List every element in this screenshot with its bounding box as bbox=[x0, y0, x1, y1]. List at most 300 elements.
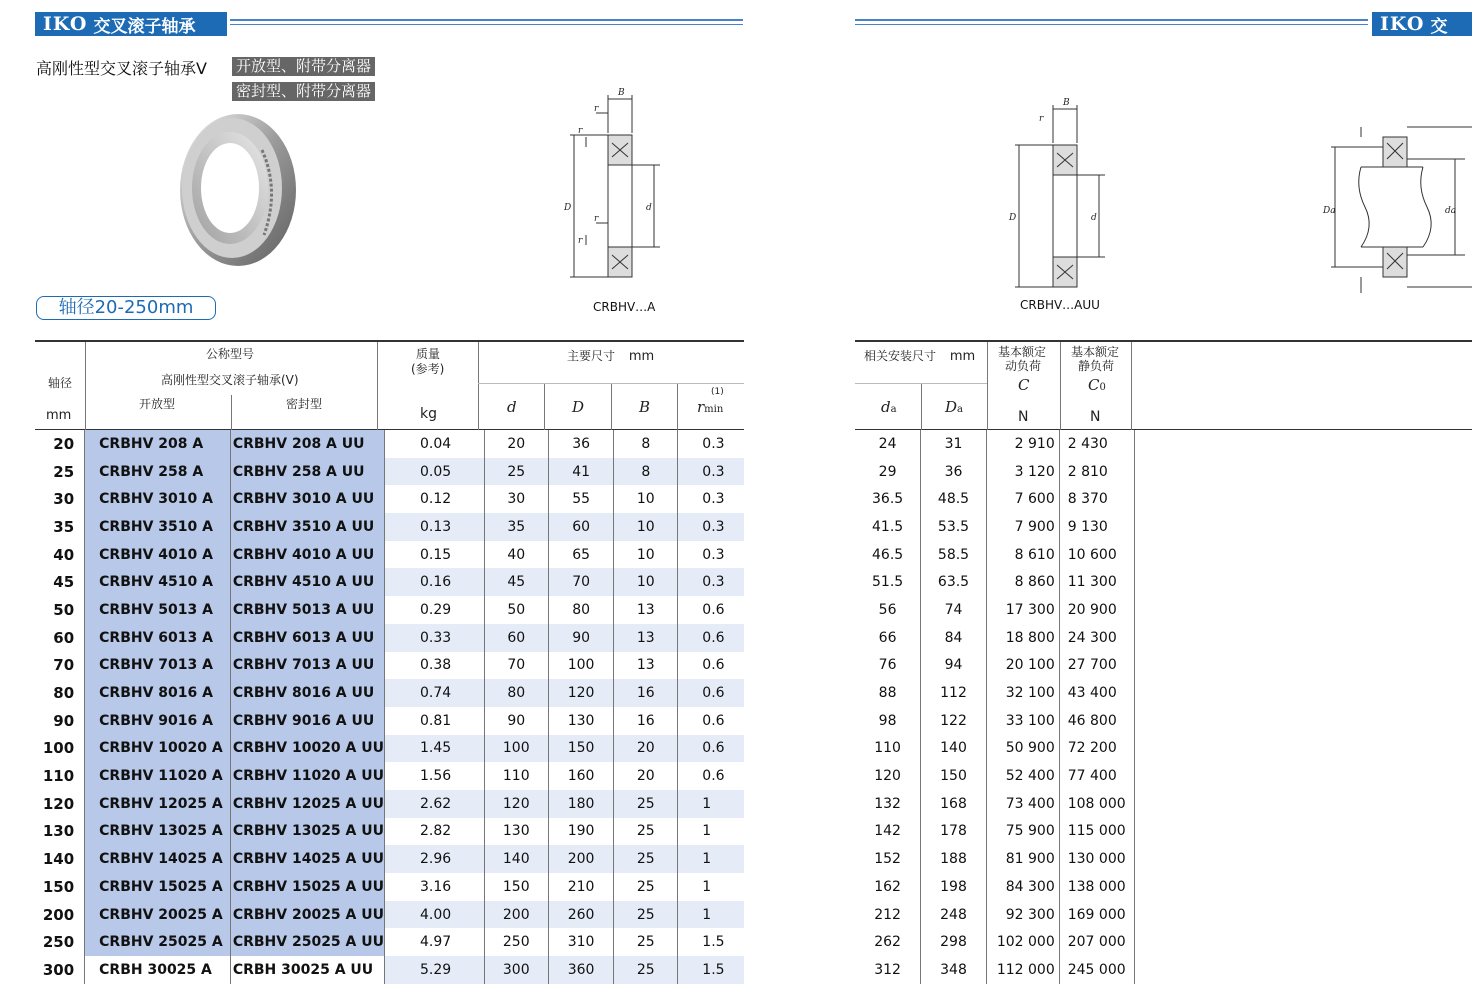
spec-row bbox=[35, 596, 744, 624]
model-sealed-cell: CRBHV 3010 A UU bbox=[230, 485, 384, 513]
model-open-cell: CRBHV 9016 A bbox=[85, 707, 231, 735]
bore-d-cell: 120 bbox=[484, 790, 548, 818]
label-da: da bbox=[1445, 206, 1457, 216]
Da-cell: 198 bbox=[921, 873, 987, 901]
shaft-size-cell: 110 bbox=[35, 762, 85, 790]
model-open-cell: CRBH 30025 A bbox=[85, 956, 231, 984]
rmin-cell: 0.6 bbox=[678, 679, 744, 707]
load-row bbox=[855, 873, 1472, 901]
outer-D-cell: 100 bbox=[548, 652, 613, 680]
rmin-cell: 1 bbox=[678, 790, 744, 818]
load-row bbox=[855, 513, 1472, 541]
hdr-dims-unit: mm bbox=[628, 349, 655, 364]
dynamic-load-cell: 112 000 bbox=[986, 956, 1059, 984]
hdr-shaft-unit: mm bbox=[46, 408, 72, 423]
bore-d-cell: 140 bbox=[484, 845, 548, 873]
outer-D-cell: 55 bbox=[548, 485, 613, 513]
outer-D-cell: 120 bbox=[548, 679, 613, 707]
rmin-cell: 0.3 bbox=[678, 568, 744, 596]
hdr-col-r-note: (1) bbox=[711, 387, 724, 397]
blank-cell bbox=[1134, 956, 1472, 984]
blank-cell bbox=[1134, 596, 1472, 624]
shaft-size-cell: 90 bbox=[35, 707, 85, 735]
width-B-cell: 13 bbox=[614, 624, 678, 652]
rhdr-div-2 bbox=[987, 342, 988, 430]
outer-D-cell: 60 bbox=[548, 513, 613, 541]
load-row bbox=[855, 679, 1472, 707]
rhdr-Da bbox=[945, 398, 963, 416]
outer-D-cell: 41 bbox=[548, 458, 613, 486]
spec-row bbox=[35, 652, 744, 680]
model-sealed-cell: CRBHV 12025 A UU bbox=[230, 790, 384, 818]
blank-cell bbox=[1134, 485, 1472, 513]
iko-logo: IKO bbox=[43, 13, 88, 35]
bore-d-cell: 300 bbox=[484, 956, 548, 984]
shaft-size-cell: 140 bbox=[35, 845, 85, 873]
rmin-cell: 0.3 bbox=[702, 546, 725, 563]
outer-D-cell: 90 bbox=[548, 624, 613, 652]
mass-cell: 1.56 bbox=[385, 762, 485, 790]
model-open-cell: CRBHV 258 A bbox=[85, 458, 231, 486]
Da-cell: 150 bbox=[921, 762, 987, 790]
static-load-cell: 245 000 bbox=[1059, 956, 1134, 984]
spec-row bbox=[35, 707, 744, 735]
outer-D-cell: 36 bbox=[548, 430, 613, 458]
da-cell: 51.5 bbox=[855, 568, 921, 596]
outer-D-cell: 260 bbox=[548, 901, 613, 929]
hdr-div-4 bbox=[478, 342, 479, 430]
da-cell: 162 bbox=[855, 873, 921, 901]
model-sealed-cell: CRBHV 4510 A UU bbox=[230, 568, 384, 596]
bore-d-cell: 25 bbox=[484, 458, 548, 486]
dynamic-load-cell: 7 600 bbox=[986, 485, 1059, 513]
Da-cell: 63.5 bbox=[921, 568, 987, 596]
model-sealed-cell: CRBHV 3510 A UU bbox=[230, 513, 384, 541]
model-sealed-cell: CRBHV 208 A UU bbox=[230, 430, 384, 458]
da-cell: 120 bbox=[855, 762, 921, 790]
hdr-shaft: 轴径 bbox=[48, 376, 73, 390]
hdr-div-1 bbox=[85, 342, 86, 430]
rmin-cell: 1.5 bbox=[678, 956, 744, 984]
bore-d-cell: 30 bbox=[484, 485, 548, 513]
outer-D-cell: 70 bbox=[548, 568, 613, 596]
mass-cell: 0.05 bbox=[385, 458, 485, 486]
label-Da: Da bbox=[1323, 206, 1336, 216]
model-open-cell: CRBHV 8016 A bbox=[85, 679, 231, 707]
static-load-cell: 8 370 bbox=[1059, 485, 1134, 513]
model-sealed-cell: CRBHV 11020 A UU bbox=[230, 762, 384, 790]
da-cell: 152 bbox=[855, 845, 921, 873]
shaft-size-cell: 100 bbox=[35, 735, 85, 763]
outer-D-cell: 210 bbox=[548, 873, 613, 901]
model-sealed-cell: CRBH 30025 A UU bbox=[230, 956, 384, 984]
rhdr-install-unit: mm bbox=[949, 349, 976, 364]
rhdr-da bbox=[881, 398, 897, 416]
dynamic-load-cell: 84 300 bbox=[986, 873, 1059, 901]
load-row bbox=[855, 845, 1472, 873]
rmin-cell: 1 bbox=[702, 823, 712, 840]
shaft-size-cell: 60 bbox=[35, 624, 85, 652]
rmin-cell: 1.5 bbox=[702, 934, 725, 951]
outer-D-cell: 180 bbox=[548, 790, 613, 818]
spec-row bbox=[35, 430, 744, 458]
left-spec-table bbox=[35, 430, 744, 984]
hdr-div-3 bbox=[377, 342, 378, 430]
model-open-cell: CRBHV 7013 A bbox=[85, 652, 231, 680]
da-cell: 312 bbox=[855, 956, 921, 984]
spec-row bbox=[35, 873, 744, 901]
model-sealed-cell: CRBHV 6013 A UU bbox=[230, 624, 384, 652]
model-open-cell: CRBHV 11020 A bbox=[85, 762, 231, 790]
bore-d-cell: 250 bbox=[484, 928, 548, 956]
Da-cell: 348 bbox=[921, 956, 987, 984]
da-cell: 98 bbox=[855, 707, 921, 735]
width-B-cell: 16 bbox=[614, 679, 678, 707]
mass-cell: 0.33 bbox=[385, 624, 485, 652]
brand-header-right bbox=[1372, 12, 1472, 36]
blank-cell bbox=[1134, 873, 1472, 901]
dynamic-load-cell: 8 610 bbox=[986, 541, 1059, 569]
da-cell: 56 bbox=[855, 596, 921, 624]
model-open-cell: CRBHV 208 A bbox=[85, 430, 231, 458]
right-table-top-rule bbox=[855, 340, 1472, 342]
model-sealed-cell: CRBHV 14025 A UU bbox=[230, 845, 384, 873]
Da-cell: 112 bbox=[921, 679, 987, 707]
static-load-cell: 11 300 bbox=[1059, 568, 1134, 596]
da-cell: 142 bbox=[855, 818, 921, 846]
static-load-cell: 46 800 bbox=[1059, 707, 1134, 735]
model-open-cell: CRBHV 15025 A bbox=[85, 873, 231, 901]
model-open-cell: CRBHV 12025 A bbox=[85, 790, 231, 818]
dynamic-load-cell: 18 800 bbox=[986, 624, 1059, 652]
rmin-cell: 0.3 bbox=[702, 435, 725, 452]
mass-cell: 2.62 bbox=[385, 790, 485, 818]
rmin-cell: 0.3 bbox=[678, 458, 744, 486]
shaft-size-cell: 250 bbox=[35, 928, 85, 956]
width-B-cell: 25 bbox=[614, 818, 678, 846]
model-sealed-cell: CRBHV 9016 A UU bbox=[230, 707, 384, 735]
load-row bbox=[855, 458, 1472, 486]
model-open-cell: CRBHV 25025 A bbox=[85, 928, 231, 956]
right-spec-table bbox=[855, 430, 1472, 984]
static-load-cell: 9 130 bbox=[1059, 513, 1134, 541]
shaft-size-cell: 80 bbox=[35, 679, 85, 707]
bore-d-cell: 110 bbox=[484, 762, 548, 790]
mass-cell: 0.16 bbox=[385, 568, 485, 596]
outer-D-cell: 360 bbox=[548, 956, 613, 984]
spec-row bbox=[35, 928, 744, 956]
blank-cell bbox=[1134, 679, 1472, 707]
da-cell: 46.5 bbox=[855, 541, 921, 569]
hdr-div-5 bbox=[544, 383, 545, 430]
dynamic-load-cell: 7 900 bbox=[986, 513, 1059, 541]
mass-cell: 0.04 bbox=[385, 430, 485, 458]
load-row bbox=[855, 762, 1472, 790]
Da-cell: 298 bbox=[921, 928, 987, 956]
mass-cell: 0.15 bbox=[385, 541, 485, 569]
hdr-col-D: D bbox=[572, 398, 585, 416]
diagram-caption-open: CRBHV…A bbox=[593, 300, 656, 314]
rmin-cell: 0.6 bbox=[702, 712, 725, 729]
spec-row bbox=[35, 762, 744, 790]
model-sealed-cell: CRBHV 13025 A UU bbox=[230, 818, 384, 846]
rhdr-dyn-unit: N bbox=[1018, 409, 1029, 425]
shaft-range-badge bbox=[36, 296, 216, 320]
label-r-right: r bbox=[1039, 114, 1044, 124]
iko-logo-right: IKO bbox=[1380, 13, 1425, 35]
outer-D-cell: 190 bbox=[548, 818, 613, 846]
outer-D-cell: 150 bbox=[548, 735, 613, 763]
blank-cell bbox=[1134, 652, 1472, 680]
model-sealed-cell: CRBHV 7013 A UU bbox=[230, 652, 384, 680]
static-load-cell: 130 000 bbox=[1059, 845, 1134, 873]
outer-D-cell: 80 bbox=[548, 596, 613, 624]
brand-header-left bbox=[35, 12, 227, 36]
width-B-cell: 25 bbox=[614, 956, 678, 984]
rhdr-install-label: 相关安装尺寸 bbox=[864, 349, 937, 363]
model-open-cell: CRBHV 13025 A bbox=[85, 818, 231, 846]
da-cell: 262 bbox=[855, 928, 921, 956]
rhdr-sta-sym bbox=[1088, 376, 1106, 394]
load-row bbox=[855, 430, 1472, 458]
da-cell: 132 bbox=[855, 790, 921, 818]
rhdr-Da-sub: a bbox=[957, 404, 963, 415]
blank-cell bbox=[1134, 707, 1472, 735]
model-sealed-cell: CRBHV 4010 A UU bbox=[230, 541, 384, 569]
rhdr-sta-unit: N bbox=[1090, 409, 1101, 425]
dynamic-load-cell: 73 400 bbox=[986, 790, 1059, 818]
da-cell: 110 bbox=[855, 735, 921, 763]
outer-D-cell: 65 bbox=[548, 541, 613, 569]
shaft-size-cell: 40 bbox=[35, 541, 85, 569]
load-row bbox=[855, 818, 1472, 846]
model-open-cell: CRBHV 3510 A bbox=[85, 513, 231, 541]
header-rule-right bbox=[855, 19, 1368, 25]
bore-d-cell: 90 bbox=[484, 707, 548, 735]
static-load-cell: 77 400 bbox=[1059, 762, 1134, 790]
bore-d-cell: 35 bbox=[484, 513, 548, 541]
static-load-cell: 10 600 bbox=[1059, 541, 1134, 569]
shaft-size-cell: 30 bbox=[35, 485, 85, 513]
load-row bbox=[855, 652, 1472, 680]
outer-D-cell: 130 bbox=[548, 707, 613, 735]
shaft-size-cell: 45 bbox=[35, 568, 85, 596]
bore-d-cell: 50 bbox=[484, 596, 548, 624]
shaft-size-cell: 70 bbox=[35, 652, 85, 680]
mass-cell: 0.81 bbox=[385, 707, 485, 735]
hdr-sub-rule bbox=[478, 383, 744, 384]
Da-cell: 94 bbox=[921, 652, 987, 680]
rhdr-sta-2: 静负荷 bbox=[1078, 359, 1115, 373]
width-B-cell: 16 bbox=[614, 707, 678, 735]
mass-cell: 4.97 bbox=[385, 928, 485, 956]
Da-cell: 36 bbox=[921, 458, 987, 486]
dynamic-load-cell: 17 300 bbox=[986, 596, 1059, 624]
rmin-cell: 0.3 bbox=[678, 513, 744, 541]
rmin-cell: 0.6 bbox=[702, 601, 725, 618]
static-load-cell: 138 000 bbox=[1059, 873, 1134, 901]
model-open-cell: CRBHV 20025 A bbox=[85, 901, 231, 929]
model-open-cell: CRBHV 14025 A bbox=[85, 845, 231, 873]
left-table-top-rule bbox=[35, 340, 744, 342]
spec-row bbox=[35, 679, 744, 707]
hdr-col-r bbox=[697, 398, 723, 416]
blank-cell bbox=[1134, 513, 1472, 541]
Da-cell: 84 bbox=[921, 624, 987, 652]
dynamic-load-cell: 50 900 bbox=[986, 735, 1059, 763]
rhdr-Da-main: D bbox=[945, 398, 958, 416]
mass-cell: 1.45 bbox=[385, 735, 485, 763]
shaft-size-cell: 150 bbox=[35, 873, 85, 901]
blank-cell bbox=[1134, 541, 1472, 569]
label-B: B bbox=[618, 88, 625, 98]
rhdr-install bbox=[864, 347, 975, 364]
label-r: r bbox=[594, 104, 599, 114]
blank-cell bbox=[1134, 762, 1472, 790]
static-load-cell: 115 000 bbox=[1059, 818, 1134, 846]
dynamic-load-cell: 92 300 bbox=[986, 901, 1059, 929]
blank-cell bbox=[1134, 568, 1472, 596]
model-sealed-cell: CRBHV 15025 A UU bbox=[230, 873, 384, 901]
shaft-size-cell: 130 bbox=[35, 818, 85, 846]
rmin-cell: 0.3 bbox=[702, 491, 725, 508]
diagram-caption-sealed: CRBHV…AUU bbox=[1020, 298, 1100, 312]
dynamic-load-cell: 75 900 bbox=[986, 818, 1059, 846]
da-cell: 88 bbox=[855, 679, 921, 707]
mass-cell: 0.13 bbox=[385, 513, 485, 541]
bore-d-cell: 60 bbox=[484, 624, 548, 652]
spec-row bbox=[35, 790, 744, 818]
mounting-diagram bbox=[1315, 125, 1472, 295]
dynamic-load-cell: 20 100 bbox=[986, 652, 1059, 680]
shaft-size-cell: 20 bbox=[35, 430, 85, 458]
shaft-size-cell: 200 bbox=[35, 901, 85, 929]
model-sealed-cell: CRBHV 8016 A UU bbox=[230, 679, 384, 707]
static-load-cell: 43 400 bbox=[1059, 679, 1134, 707]
label-r-4: r bbox=[578, 236, 583, 246]
category-title-right: 交 bbox=[1430, 16, 1448, 37]
Da-cell: 58.5 bbox=[921, 541, 987, 569]
outer-D-cell: 310 bbox=[548, 928, 613, 956]
Da-cell: 48.5 bbox=[921, 485, 987, 513]
label-r-3: r bbox=[594, 214, 599, 224]
label-r-2: r bbox=[578, 126, 583, 136]
hdr-mass-unit: kg bbox=[420, 406, 437, 422]
static-load-cell: 108 000 bbox=[1059, 790, 1134, 818]
shaft-range-text: 轴径20-250mm bbox=[58, 297, 194, 318]
rhdr-da-sub: a bbox=[890, 404, 897, 415]
blank-cell bbox=[1134, 901, 1472, 929]
static-load-cell: 169 000 bbox=[1059, 901, 1134, 929]
width-B-cell: 10 bbox=[614, 541, 678, 569]
rhdr-div-3 bbox=[1060, 342, 1061, 430]
rmin-cell: 0.6 bbox=[678, 624, 744, 652]
spec-row bbox=[35, 485, 744, 513]
model-open-cell: CRBHV 5013 A bbox=[85, 596, 231, 624]
static-load-cell: 20 900 bbox=[1059, 596, 1134, 624]
hdr-mass: 质量 bbox=[416, 347, 441, 361]
label-D-right: D bbox=[1009, 213, 1017, 223]
dynamic-load-cell: 81 900 bbox=[986, 845, 1059, 873]
load-row bbox=[855, 928, 1472, 956]
mass-cell: 3.16 bbox=[385, 873, 485, 901]
load-row bbox=[855, 624, 1472, 652]
hdr-sealed: 密封型 bbox=[286, 397, 323, 411]
Da-cell: 122 bbox=[921, 707, 987, 735]
rhdr-sta-1: 基本额定 bbox=[1071, 345, 1120, 359]
dynamic-load-cell: 2 910 bbox=[986, 430, 1059, 458]
spec-row bbox=[35, 845, 744, 873]
load-row bbox=[855, 956, 1472, 984]
model-sealed-cell: CRBHV 10020 A UU bbox=[230, 735, 384, 763]
Da-cell: 74 bbox=[921, 596, 987, 624]
load-row bbox=[855, 485, 1472, 513]
label-B-right: B bbox=[1063, 98, 1070, 108]
da-cell: 36.5 bbox=[855, 485, 921, 513]
Da-cell: 178 bbox=[921, 818, 987, 846]
hdr-col-r-sub: min bbox=[704, 404, 724, 415]
width-B-cell: 25 bbox=[614, 928, 678, 956]
bore-d-cell: 40 bbox=[484, 541, 548, 569]
spec-row bbox=[35, 735, 744, 763]
blank-cell bbox=[1134, 928, 1472, 956]
Da-cell: 168 bbox=[921, 790, 987, 818]
rmin-cell: 1 bbox=[678, 901, 744, 929]
hdr-mass-ref: (参考) bbox=[411, 362, 445, 376]
model-open-cell: CRBHV 10020 A bbox=[85, 735, 231, 763]
model-sealed-cell: CRBHV 258 A UU bbox=[230, 458, 384, 486]
rmin-cell: 0.6 bbox=[702, 768, 725, 785]
model-sealed-cell: CRBHV 20025 A UU bbox=[230, 901, 384, 929]
cross-section-diagram-open bbox=[550, 85, 670, 280]
bearing-photo bbox=[170, 110, 300, 270]
mass-cell: 0.74 bbox=[385, 679, 485, 707]
spec-row bbox=[35, 818, 744, 846]
load-row bbox=[855, 568, 1472, 596]
bore-d-cell: 130 bbox=[484, 818, 548, 846]
mass-cell: 2.82 bbox=[385, 818, 485, 846]
load-row bbox=[855, 596, 1472, 624]
spec-row bbox=[35, 513, 744, 541]
hdr-col-d: d bbox=[507, 398, 517, 416]
model-open-cell: CRBHV 4510 A bbox=[85, 568, 231, 596]
width-B-cell: 20 bbox=[614, 762, 678, 790]
hdr-col-B: B bbox=[639, 398, 651, 416]
label-d-right: d bbox=[1091, 213, 1097, 223]
spec-row bbox=[35, 901, 744, 929]
bore-d-cell: 20 bbox=[484, 430, 548, 458]
load-row bbox=[855, 735, 1472, 763]
hdr-div-7 bbox=[677, 383, 678, 430]
blank-cell bbox=[1134, 845, 1472, 873]
mass-cell: 0.12 bbox=[385, 485, 485, 513]
static-load-cell: 72 200 bbox=[1059, 735, 1134, 763]
model-open-cell: CRBHV 4010 A bbox=[85, 541, 231, 569]
category-title: 交叉滚子轴承 bbox=[93, 16, 196, 37]
blank-cell bbox=[1134, 818, 1472, 846]
model-sealed-cell: CRBHV 25025 A UU bbox=[230, 928, 384, 956]
rhdr-sta-sym-sub: 0 bbox=[1099, 382, 1106, 393]
da-cell: 24 bbox=[855, 430, 921, 458]
blank-cell bbox=[1134, 735, 1472, 763]
rhdr-dyn-1: 基本额定 bbox=[998, 345, 1047, 359]
Da-cell: 248 bbox=[921, 901, 987, 929]
tag-sealed-type: 密封型、附带分离器 bbox=[232, 82, 375, 101]
product-title: 高刚性型交叉滚子轴承V bbox=[36, 59, 207, 78]
Da-cell: 31 bbox=[921, 430, 987, 458]
load-row bbox=[855, 541, 1472, 569]
spec-row bbox=[35, 458, 744, 486]
